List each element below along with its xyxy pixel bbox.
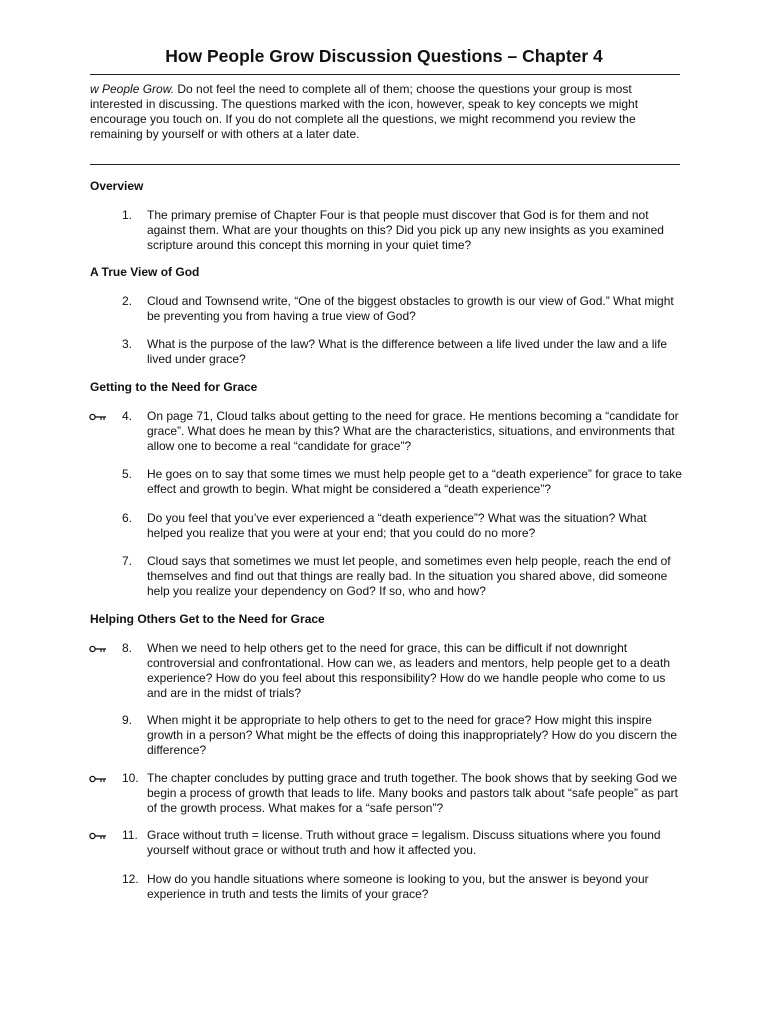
question-text: The primary premise of Chapter Four is that people must discover that God is for them and not against them. What are your thoughts on this? Did you pick up any new insights as you examined scripture around this concept this morning in your quiet time? [147,208,664,252]
question-number: 5. [122,467,133,481]
section-heading-need-for-grace: Getting to the Need for Grace [90,380,258,394]
question-number: 7. [122,554,133,568]
question-number: 2. [122,294,133,308]
question-number: 1. [122,208,133,222]
section-heading-helping-others: Helping Others Get to the Need for Grace [90,612,325,626]
question-text: Do you feel that you’ve ever experienced a “death experience”? What was the situation? What helped you realize that you were at your end; that you could do no more? [147,511,647,540]
question-text: He goes on to say that some times we must help people get to a “death experience” for grace to take effect and growth to begin. What might be considered a “death experience”? [147,467,682,496]
question-text: When might it be appropriate to help others to get to the need for grace? How might this inspire growth in a person? What might be the effects of doing this inappropriately? How do you discern the difference? [147,713,678,757]
question-number: 8. [122,641,133,655]
section-heading-overview: Overview [90,179,144,193]
intro-italic-lead: w People Grow. [90,82,175,96]
section-heading-true-view: A True View of God [90,265,200,279]
page-title: How People Grow Discussion Questions – Chapter 4 [165,46,603,66]
question-text: The chapter concludes by putting grace and truth together. The book shows that by seeking God we begin a process of growth that leads to life. Many books and pastors talk about “safe people” as part of the growth process. What makes for a “safe person”? [147,771,678,815]
question-text: Cloud says that sometimes we must let people, and sometimes even help people, reach the end of themselves and find out that things are really bad. In the situation you shared above, did someone help you realize your dependency on God? If so, who and how? [147,554,671,598]
question-number: 9. [122,713,133,727]
question-text: Grace without truth = license. Truth without grace = legalism. Discuss situations where you found yourself without grace or without truth and how it affected you. [147,828,661,857]
intro-text: Do not feel the need to complete all of them; choose the questions your group is most interested in discussing. The questions marked with the icon, however, speak to key concepts we might encourage you touch on. If you do not complete all the questions, we might recommend you review the remaining by yourself or with others at a later date. [90,82,639,141]
question-number: 12. [122,872,139,886]
question-number: 4. [122,409,133,423]
question-text: What is the purpose of the law? What is the difference between a life lived under the law and a life lived under grace? [147,337,668,366]
key-icon [89,412,107,422]
intro-paragraph [90,82,680,142]
question-text: How do you handle situations where someone is looking to you, but the answer is beyond your experience in truth and tests the limits of your grace? [147,872,649,901]
key-icon [89,774,107,784]
question-number: 6. [122,511,133,525]
key-icon [89,644,107,654]
question-number: 10. [122,771,139,785]
title-divider [90,74,680,75]
question-text: On page 71, Cloud talks about getting to the need for grace. He mentions becoming a “candidate for grace”. What does he mean by this? What are the characteristics, situations, and environments that allow one to become a real “candidate for grace”? [147,409,679,453]
key-icon [89,831,107,841]
question-number: 3. [122,337,133,351]
intro-divider [90,164,680,165]
question-text: Cloud and Townsend write, “One of the biggest obstacles to growth is our view of God.” What might be preventing you from having a true view of God? [147,294,674,323]
question-text: When we need to help others get to the need for grace, this can be difficult if not downright controversial and confrontational. How can we, as leaders and mentors, help people get to a death experience? How do you feel about this responsibility? How do we handle people who come to us and are in the midst of trials? [147,641,670,700]
question-number: 11. [122,828,138,842]
